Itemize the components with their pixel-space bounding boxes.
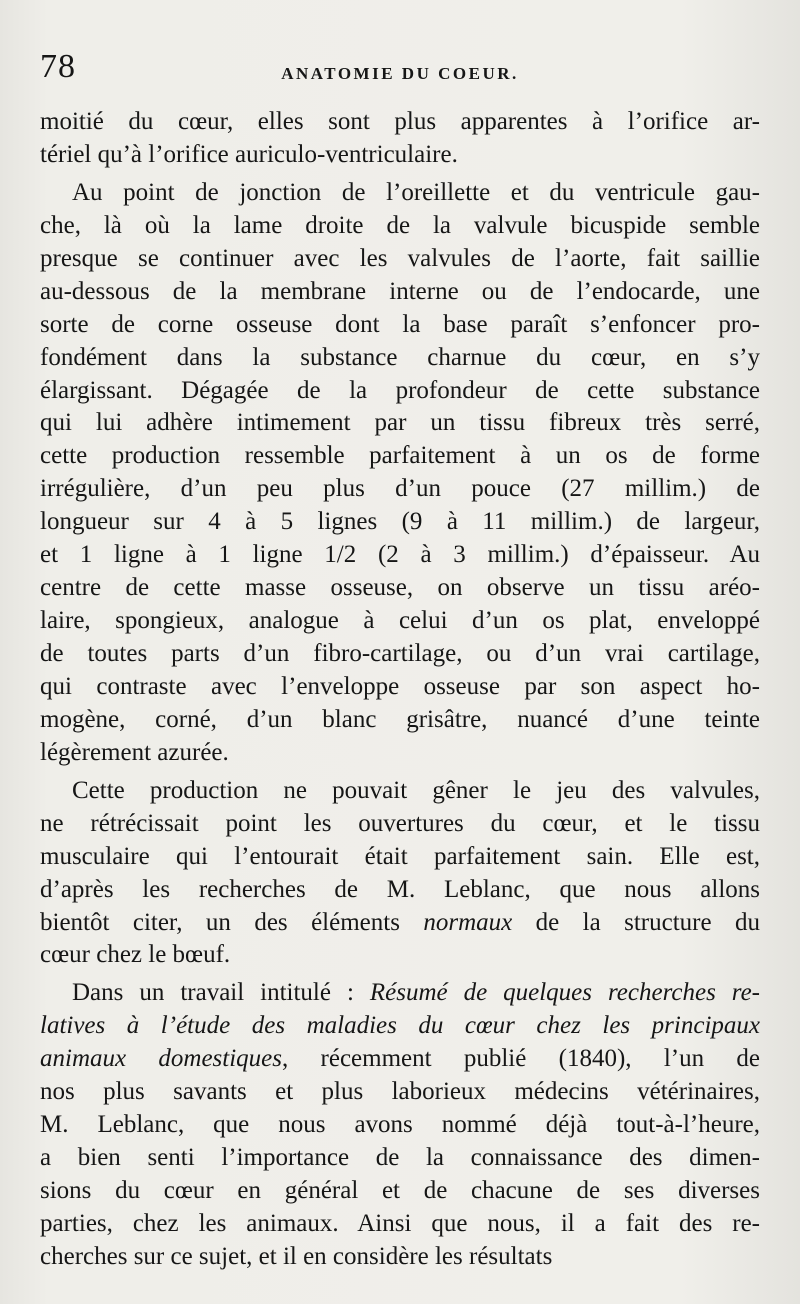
text-line: [40, 737, 760, 770]
text-run: Dans un travail intitulé :: [72, 979, 370, 1007]
text-run: qui lui adhère intimement par un tissu fibreux très serré,: [40, 409, 760, 437]
text-run: parties, chez les animaux. Ainsi que nous, il a fait des re-: [40, 1209, 760, 1237]
text-run: nos plus savants et plus laborieux médecins vétérinaires,: [40, 1078, 760, 1106]
text-line: [40, 106, 760, 139]
text-line: [40, 243, 760, 276]
text-run: Cette production ne pouvait gêner le jeu des valvules,: [72, 776, 760, 804]
text-line: [40, 342, 760, 375]
text-line: [40, 874, 760, 907]
paragraph: [40, 177, 760, 770]
text-run: cette production ressemble parfaitement à un os de forme: [40, 442, 760, 470]
text-line: [40, 907, 760, 940]
text-run: mogène, corné, d’un blanc grisâtre, nuancé d’une teinte: [40, 705, 760, 733]
text-run: laire, spongieux, analogue à celui d’un os plat, enveloppé: [40, 607, 760, 635]
text-line: [40, 177, 760, 210]
text-line: [40, 1043, 760, 1076]
text-run: et 1 ligne à 1 ligne 1/2 (2 à 3 millim.) d’épaisseur. Au: [40, 541, 760, 569]
paragraph: [40, 106, 760, 172]
text-line: [40, 671, 760, 704]
text-run: cherches sur ce sujet, et il en considère les résultats: [40, 1242, 553, 1270]
text-run: bientôt citer, un des éléments: [40, 908, 424, 936]
paragraph: [40, 775, 760, 973]
text-run: de toutes parts d’un fibro-cartilage, ou d’un vrai cartilage,: [40, 640, 760, 667]
text-run: sorte de corne osseuse dont la base paraît s’enfoncer pro-: [40, 310, 760, 338]
text-run: légèrement azurée.: [40, 738, 229, 766]
italic-text: normaux: [423, 908, 513, 936]
text-line: [40, 1175, 760, 1208]
text-line: [40, 375, 760, 408]
text-line: [40, 1142, 760, 1175]
text-line: [40, 572, 760, 605]
text-run: ne rétrécissait point les ouvertures du cœur, et le tissu: [40, 809, 760, 837]
text-line: [40, 407, 760, 440]
italic-text: animaux domestiques: [40, 1045, 282, 1073]
text-run: fondément dans la substance charnue du cœur, en s’y: [40, 343, 760, 371]
text-line: [40, 605, 760, 638]
text-run: d’après les recherches de M. Leblanc, que nous allons: [40, 875, 760, 903]
text-line: [40, 139, 760, 172]
text-run: élargissant. Dégagée de la profondeur de cette substance: [40, 376, 760, 404]
text-run: a bien senti l’importance de la connaissance des dimen-: [40, 1144, 760, 1172]
text-line: [40, 638, 760, 671]
text-line: [40, 473, 760, 506]
text-line: [40, 539, 760, 572]
text-line: [40, 841, 760, 874]
text-run: moitié du cœur, elles sont plus apparentes à l’orifice ar-: [40, 108, 760, 135]
text-run: centre de cette masse osseuse, on observe un tissu aréo-: [40, 574, 760, 602]
text-run: M. Leblanc, que nous avons nommé déjà tout-à-l’heure,: [40, 1111, 760, 1139]
body-text: [40, 106, 760, 1274]
italic-text: Résumé de quelques recherches re-: [369, 979, 760, 1007]
text-line: [40, 939, 760, 972]
text-run: presque se continuer avec les valvules de l’aorte, fait saillie: [40, 244, 760, 272]
text-line: [40, 1208, 760, 1241]
text-run: longueur sur 4 à 5 lignes (9 à 11 millim.) de largeur,: [40, 508, 760, 536]
text-line: [40, 506, 760, 539]
text-line: [40, 775, 760, 808]
text-line: [40, 977, 760, 1010]
text-line: [40, 1241, 760, 1274]
text-run: qui contraste avec l’enveloppe osseuse par son aspect ho-: [40, 672, 760, 700]
text-line: [40, 276, 760, 309]
text-run: tériel qu’à l’orifice auriculo-ventriculaire.: [40, 140, 458, 168]
text-line: [40, 704, 760, 737]
text-run: , récemment publié (1840), l’un de: [281, 1045, 760, 1073]
paragraph: [40, 977, 760, 1273]
italic-text: latives à l’étude des maladies du cœur chez les principaux: [40, 1012, 760, 1040]
text-line: [40, 1076, 760, 1109]
text-run: cœur chez le bœuf.: [40, 941, 231, 969]
page-number: 78: [40, 48, 76, 85]
text-run: che, là où la lame droite de la valvule bicuspide semble: [40, 211, 760, 239]
text-line: [40, 1010, 760, 1043]
text-run: sions du cœur en général et de chacune de ses diverses: [40, 1177, 760, 1204]
text-line: [40, 210, 760, 243]
text-line: [40, 309, 760, 342]
text-run: Au point de jonction de l’oreillette et du ventricule gau-: [72, 178, 760, 206]
text-run: au-dessous de la membrane interne ou de l’endocarde, une: [40, 277, 760, 305]
text-line: [40, 440, 760, 473]
text-run: de la structure du: [512, 908, 760, 936]
running-head: ANATOMIE DU COEUR.: [281, 64, 519, 83]
text-run: irrégulière, d’un peu plus d’un pouce (27 millim.) de: [40, 475, 760, 503]
text-line: [40, 808, 760, 841]
text-line: [40, 1109, 760, 1142]
text-run: musculaire qui l’entourait était parfaitement sain. Elle est,: [40, 842, 760, 870]
